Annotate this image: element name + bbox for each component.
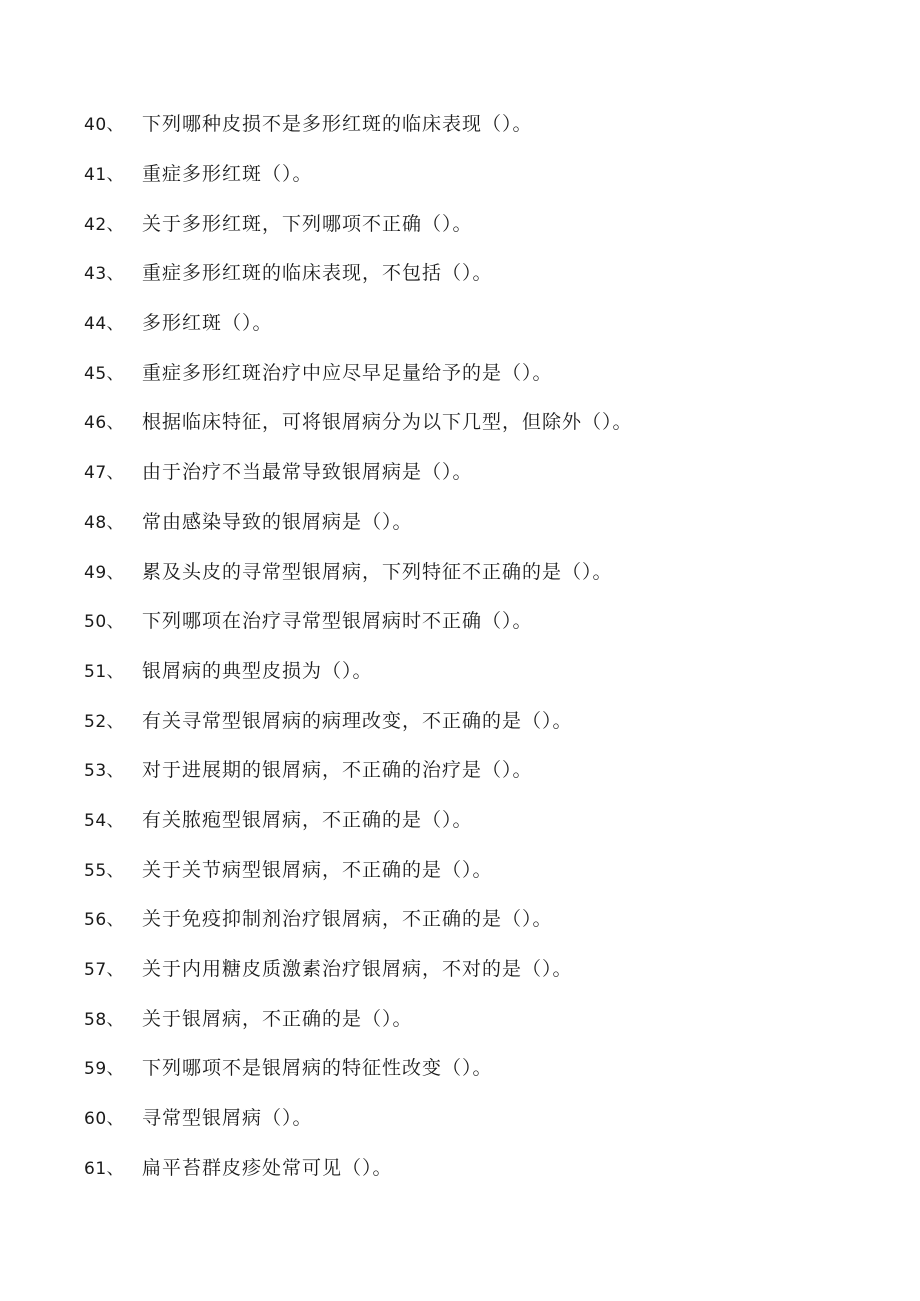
question-item <box>84 595 884 645</box>
question-number: 50、 <box>84 612 125 633</box>
question-item <box>84 1141 884 1191</box>
question-number: 46、 <box>84 413 125 434</box>
question-item <box>84 992 884 1042</box>
question-text: 重症多形红斑治疗中应尽早足量给予的是（）。 <box>142 361 553 384</box>
question-item <box>84 694 884 744</box>
question-text: 寻常型银屑病（）。 <box>142 1107 313 1130</box>
question-item <box>84 446 884 496</box>
question-number: 47、 <box>84 463 125 484</box>
question-item <box>84 545 884 595</box>
question-number: 42、 <box>84 214 125 235</box>
question-text: 重症多形红斑的临床表现，不包括（）。 <box>142 262 493 285</box>
question-text: 有关脓疱型银屑病，不正确的是（）。 <box>142 808 473 831</box>
question-number: 51、 <box>84 661 125 682</box>
question-number: 55、 <box>84 860 125 881</box>
question-item <box>84 396 884 446</box>
question-number: 54、 <box>84 810 125 831</box>
question-item <box>84 1042 884 1092</box>
question-item <box>84 943 884 993</box>
question-list <box>84 98 884 1191</box>
question-text: 关于内用糖皮质激素治疗银屑病，不对的是（）。 <box>142 958 573 981</box>
question-text: 常由感染导致的银屑病是（）。 <box>142 510 413 533</box>
question-number: 48、 <box>84 512 125 533</box>
question-number: 49、 <box>84 562 125 583</box>
question-item <box>84 148 884 198</box>
question-text: 多形红斑（）。 <box>142 312 273 335</box>
question-number: 56、 <box>84 910 125 931</box>
question-text: 重症多形红斑（）。 <box>142 163 313 186</box>
question-item <box>84 794 884 844</box>
question-text: 下列哪项不是银屑病的特征性改变（）。 <box>142 1057 493 1080</box>
question-number: 45、 <box>84 363 125 384</box>
question-item <box>84 247 884 297</box>
question-item <box>84 197 884 247</box>
question-number: 44、 <box>84 314 125 335</box>
question-item <box>84 1092 884 1142</box>
question-item <box>84 645 884 695</box>
question-number: 52、 <box>84 711 125 732</box>
question-number: 59、 <box>84 1059 125 1080</box>
question-item <box>84 297 884 347</box>
question-number: 40、 <box>84 115 125 136</box>
question-text: 关于银屑病，不正确的是（）。 <box>142 1007 413 1030</box>
question-item <box>84 496 884 546</box>
question-text: 对于进展期的银屑病，不正确的治疗是（）。 <box>142 759 533 782</box>
question-number: 53、 <box>84 761 125 782</box>
question-item <box>84 744 884 794</box>
question-number: 41、 <box>84 165 125 186</box>
question-item <box>84 843 884 893</box>
question-item <box>84 893 884 943</box>
question-number: 60、 <box>84 1109 125 1130</box>
question-number: 57、 <box>84 960 125 981</box>
question-text: 下列哪项在治疗寻常型银屑病时不正确（）。 <box>142 610 533 633</box>
question-item <box>84 98 884 148</box>
question-text: 关于免疫抑制剂治疗银屑病，不正确的是（）。 <box>142 908 553 931</box>
question-text: 根据临床特征，可将银屑病分为以下几型，但除外（）。 <box>142 411 633 434</box>
question-text: 由于治疗不当最常导致银屑病是（）。 <box>142 461 473 484</box>
question-number: 58、 <box>84 1009 125 1030</box>
question-text: 下列哪种皮损不是多形红斑的临床表现（）。 <box>142 113 533 136</box>
question-item <box>84 346 884 396</box>
question-text: 关于多形红斑，下列哪项不正确（）。 <box>142 212 473 235</box>
question-number: 61、 <box>84 1158 125 1179</box>
question-number: 43、 <box>84 264 125 285</box>
question-text: 关于关节病型银屑病，不正确的是（）。 <box>142 858 493 881</box>
question-text: 有关寻常型银屑病的病理改变，不正确的是（）。 <box>142 709 573 732</box>
question-text: 银屑病的典型皮损为（）。 <box>142 659 373 682</box>
question-text: 扁平苔群皮疹处常可见（）。 <box>142 1156 393 1179</box>
question-text: 累及头皮的寻常型银屑病，下列特征不正确的是（）。 <box>142 560 613 583</box>
